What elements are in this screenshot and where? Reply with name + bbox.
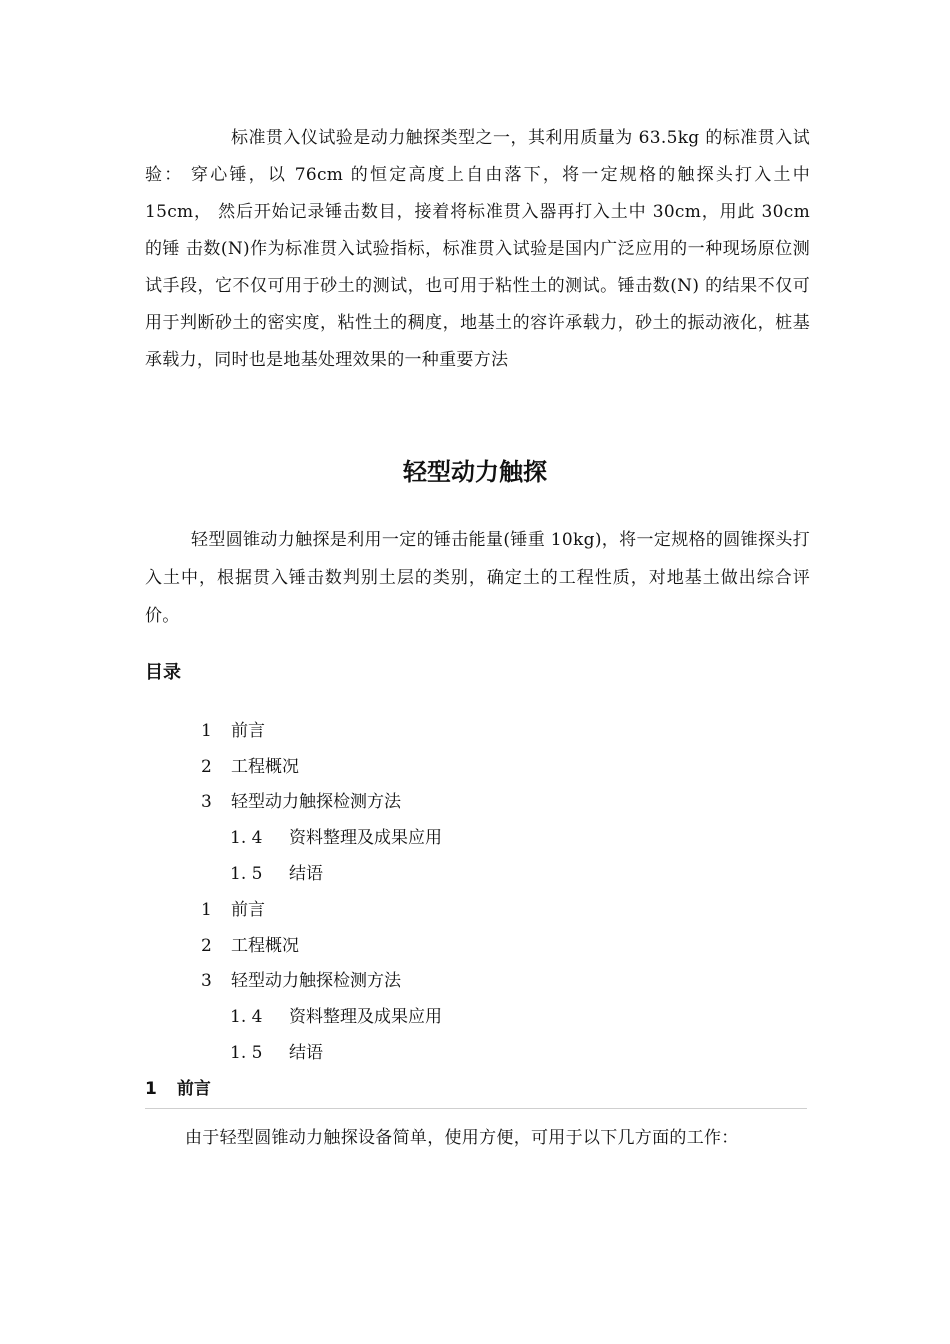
toc-item[interactable] [230,856,323,892]
toc-item[interactable] [230,820,442,856]
section-heading-preface [145,1074,211,1104]
toc-item-label: 资料整理及成果应用 [289,828,442,848]
spt-paragraph: 标准贯入仪试验是动力触探类型之一，其利用质量为 63.5kg 的标准贯入试验： 穿心锤，以 76cm 的恒定高度上自由落下，将一定规格的触探头打入土中 15cm， 然后开始记录锤击数目，接着将标准贯入器再打入土中 30cm，用此 30cm 的锤 击数(N)作为标准贯入试验指标，标准贯入试验是国内广泛应用的一种现场原位测试手段，它不仅可用于砂土的测试，也可用于粘性土的测试。锤击数(N) 的结果不仅可用于判断砂土的密实度，粘性土的稠度，地基土的容许承载力，砂土的振动液化，桩基承载力，同时也是地基处理效果的一种重要方法 [145,128,810,370]
section-title: 前言 [176,1079,211,1099]
toc-item-label: 工程概况 [231,757,299,777]
toc-title: 目录 [145,662,181,683]
toc-item[interactable] [201,963,401,999]
toc-item[interactable] [201,892,265,928]
heading-divider [145,1108,807,1109]
toc-item-label: 工程概况 [231,936,299,956]
toc-item-number: 1. 4 [230,828,263,848]
toc-item[interactable] [230,999,442,1035]
toc-item-number: 1. 4 [230,1007,263,1027]
toc-item[interactable] [201,784,401,820]
toc-item[interactable] [230,1035,323,1071]
light-cone-intro-paragraph: 轻型圆锥动力触探是利用一定的锤击能量(锤重 10kg)，将一定规格的圆锥探头打入土中，根据贯入锤击数判别土层的类别，确定土的工程性质，对地基土做出综合评价。 [145,530,810,626]
toc-item-label: 轻型动力触探检测方法 [231,792,401,812]
toc-item-number: 2 [201,757,212,777]
toc-item-number: 3 [201,792,212,812]
preface-paragraph: 由于轻型圆锥动力触探设备简单，使用方便，可用于以下几方面的工作： [185,1128,739,1148]
section-number: 1 [145,1079,157,1099]
toc-item-label: 资料整理及成果应用 [289,1007,442,1027]
toc-item-label: 轻型动力触探检测方法 [231,971,401,991]
toc-item[interactable] [201,713,265,749]
toc-item-label: 结语 [289,864,323,884]
toc-item[interactable] [201,749,299,785]
toc-item-label: 结语 [289,1043,323,1063]
toc-item-label: 前言 [231,900,265,920]
toc-item-label: 前言 [231,721,265,741]
toc-item-number: 2 [201,936,212,956]
toc-item-number: 1. 5 [230,864,263,884]
toc-item[interactable] [201,928,299,964]
section-heading-light-cone: 轻型动力触探 [403,458,547,486]
toc-item-number: 1 [201,900,212,920]
toc-item-number: 3 [201,971,212,991]
toc-item-number: 1. 5 [230,1043,263,1063]
toc-item-number: 1 [201,721,212,741]
